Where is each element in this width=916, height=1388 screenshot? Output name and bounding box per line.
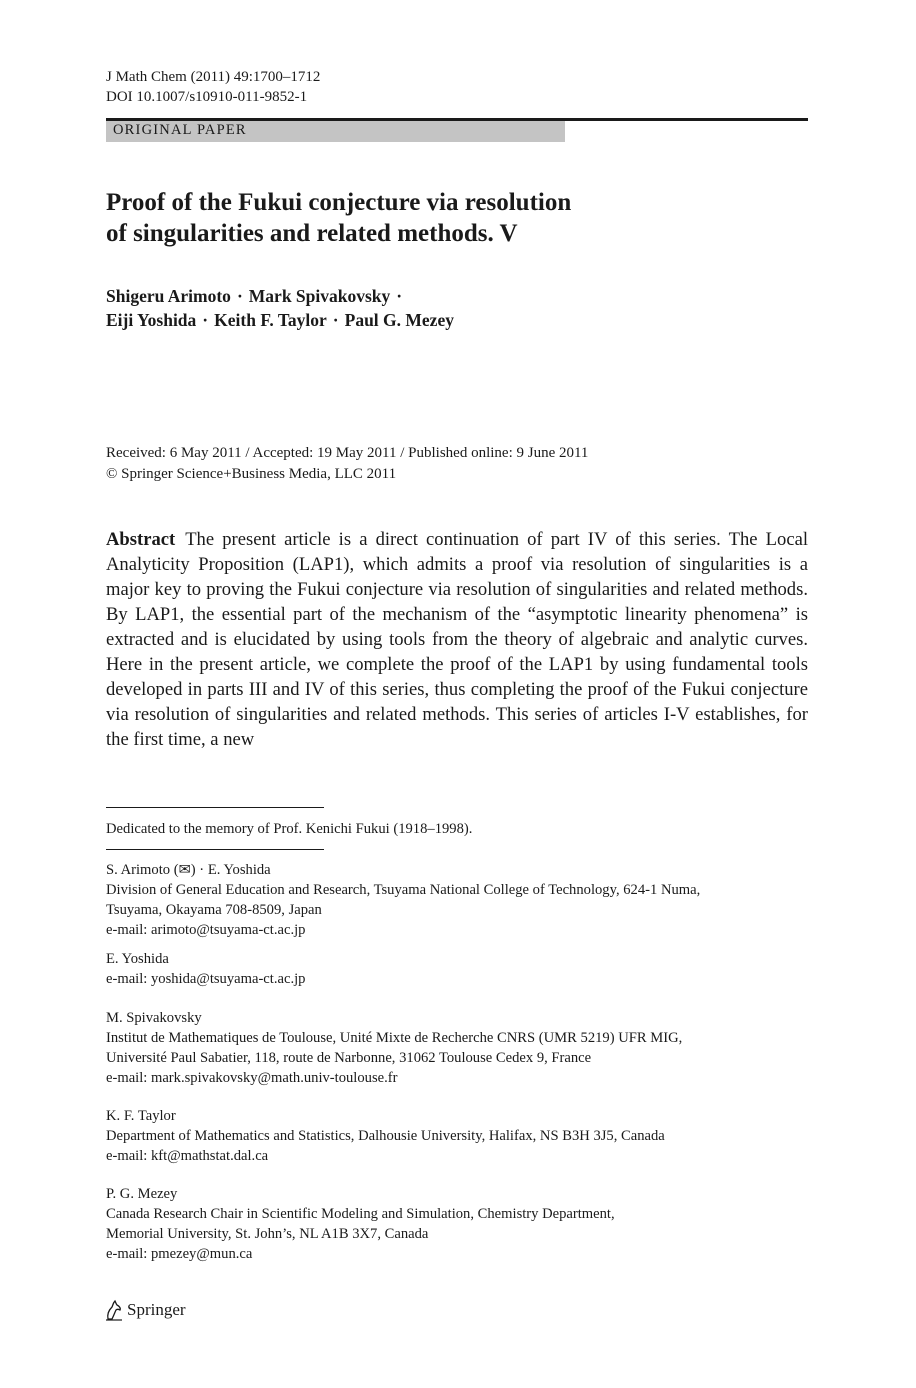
affiliation-block	[106, 1106, 808, 1166]
author-separator: ·	[396, 286, 403, 306]
publication-dates	[106, 443, 588, 485]
author-name: Paul G. Mezey	[344, 310, 454, 330]
section-banner	[106, 121, 565, 142]
affiliation-block	[106, 1184, 808, 1264]
author-name: Eiji Yoshida	[106, 310, 197, 330]
section-label: ORIGINAL PAPER	[113, 122, 247, 138]
publisher-logo	[104, 1298, 186, 1322]
journal-doi: DOI 10.1007/s10910-011-9852-1	[106, 89, 308, 105]
paper-title	[106, 187, 726, 249]
affiliation-line: Université Paul Sabatier, 118, route de Narbonne, 31062 Toulouse Cedex 9, France	[106, 1050, 592, 1066]
affiliation-email: e-mail: kft@mathstat.dal.ca	[106, 1148, 269, 1164]
author-name: Mark Spivakovsky	[248, 286, 391, 306]
affiliation-block	[106, 860, 808, 940]
journal-header	[106, 67, 320, 107]
copyright-notice: © Springer Science+Business Media, LLC 2011	[106, 466, 397, 482]
author-name: Shigeru Arimoto	[106, 286, 231, 306]
author-separator: ·	[202, 310, 209, 330]
abstract-text: The present article is a direct continuation of part IV of this series. The Local Analyticity Proposition (LAP1), which admits a proof via resolution of singularities is a major key to proving the Fukui conjecture via resolution of singularities and related methods. By LAP1, the essential part of the mechanism of the “asymptotic linearity phenomena” is extracted and is elucidated by using tools from the theory of algebraic and analytic curves. Here in the present article, we complete the proof of the LAP1 by using fundamental tools developed in parts III and IV of this series, thus completing the proof of the Fukui conjecture via resolution of singularities and related methods. This series of articles I-V establishes, for the first time, a new	[106, 529, 808, 750]
springer-horse-icon	[104, 1299, 124, 1321]
author-line-2	[106, 308, 454, 332]
author-separator: ·	[236, 286, 243, 306]
affiliation-email: e-mail: arimoto@tsuyama-ct.ac.jp	[106, 922, 306, 938]
affiliation-email: e-mail: pmezey@mun.ca	[106, 1246, 253, 1262]
footnote-rule	[106, 807, 324, 808]
affiliation-line: Division of General Education and Research, Tsuyama National College of Technology, 624-1 Numa,	[106, 882, 701, 898]
journal-citation: J Math Chem (2011) 49:1700–1712	[106, 69, 321, 85]
affiliation-email: e-mail: mark.spivakovsky@math.univ-toulouse.fr	[106, 1070, 398, 1086]
title-line-1: Proof of the Fukui conjecture via resolution	[106, 189, 572, 216]
date-history: Received: 6 May 2011 / Accepted: 19 May 2011 / Published online: 9 June 2011	[106, 445, 589, 461]
author-name: Keith F. Taylor	[214, 310, 327, 330]
affiliation-name: M. Spivakovsky	[106, 1010, 202, 1026]
affiliation-name: K. F. Taylor	[106, 1108, 176, 1124]
affiliation-block	[106, 949, 808, 989]
author-list	[106, 284, 454, 332]
affiliation-line: Institut de Mathematiques de Toulouse, Unité Mixte de Recherche CNRS (UMR 5219) UFR MIG,	[106, 1030, 683, 1046]
affiliation-line: Memorial University, St. John’s, NL A1B 3X7, Canada	[106, 1226, 429, 1242]
author-separator: ·	[332, 310, 339, 330]
abstract	[106, 527, 808, 752]
footnote-rule	[106, 849, 324, 850]
dedication: Dedicated to the memory of Prof. Kenichi Fukui (1918–1998).	[106, 821, 473, 837]
title-line-2: of singularities and related methods. V	[106, 220, 518, 247]
publisher-name: Springer	[127, 1300, 186, 1319]
affiliation-name: S. Arimoto (✉) · E. Yoshida	[106, 862, 271, 878]
affiliation-line: Tsuyama, Okayama 708-8509, Japan	[106, 902, 322, 918]
affiliation-name: E. Yoshida	[106, 951, 169, 967]
affiliation-block	[106, 1008, 808, 1088]
affiliation-email: e-mail: yoshida@tsuyama-ct.ac.jp	[106, 971, 306, 987]
affiliation-line: Department of Mathematics and Statistics, Dalhousie University, Halifax, NS B3H 3J5, Canada	[106, 1128, 665, 1144]
abstract-label: Abstract	[106, 529, 176, 550]
affiliation-name: P. G. Mezey	[106, 1186, 178, 1202]
author-line-1	[106, 284, 454, 308]
affiliation-line: Canada Research Chair in Scientific Modeling and Simulation, Chemistry Department,	[106, 1206, 615, 1222]
